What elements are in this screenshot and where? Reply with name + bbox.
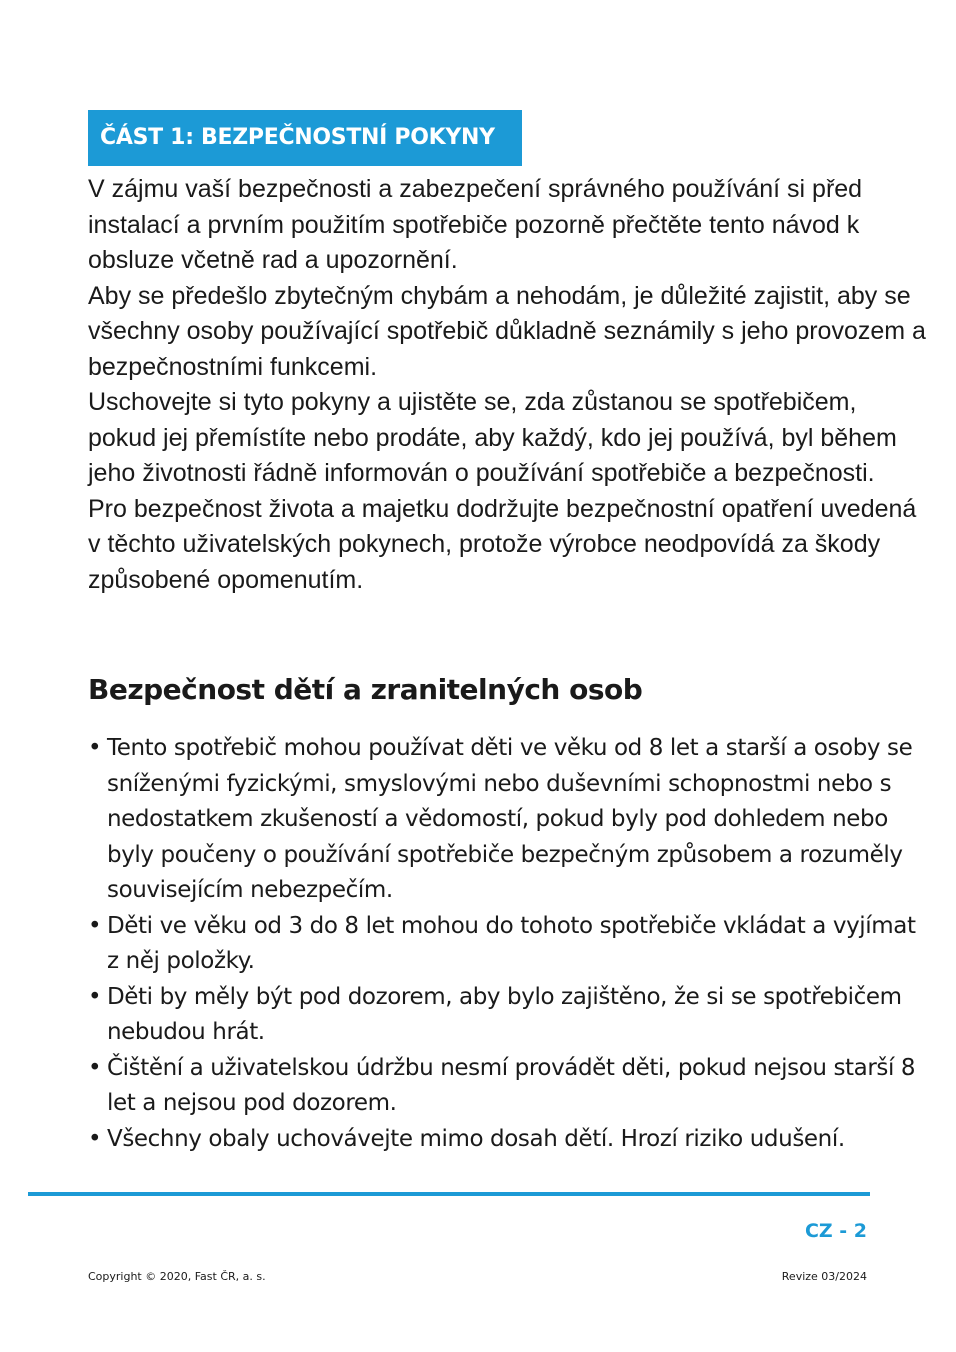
- intro-paragraph: Pro bezpečnost života a majetku dodržujte bezpečnostní opatření uvedená v těchto uživatelských pokynech, protože výrobce neodpovídá za škody způsobené opomenutím.: [88, 494, 917, 594]
- list-item: [88, 909, 918, 980]
- intro-paragraph: V zájmu vaší bezpečnosti a zabezpečení správného používání si před instalací a prvním použitím spotřebiče pozorně přečtěte tento návod k obsluze včetně rad a upozornění.: [88, 175, 863, 274]
- list-item: [88, 1122, 918, 1158]
- section-title: ČÁST 1: BEZPEČNOSTNÍ POKYNY: [100, 125, 495, 150]
- list-item-text: Tento spotřebič mohou používat děti ve věku od 8 let a starší a osoby se sníženými fyzickými, smyslovými nebo duševními schopnostmi nebo s nedostatkem zkušeností a vědomostí, pokud byly pod dohledem nebo byly poučeny o používání spotřebiče bezpečným způsobem a rozuměly souvisejícím nebezpečím.: [107, 735, 913, 903]
- children-safety-list: [88, 731, 918, 1157]
- intro-text: [88, 172, 928, 598]
- bullet-icon: •: [88, 735, 102, 761]
- page-number: CZ - 2: [804, 1220, 867, 1242]
- section-title-banner: [88, 110, 522, 166]
- list-item-text: Čištění a uživatelskou údržbu nesmí provádět děti, pokud nejsou starší 8 let a nejsou pod dozorem.: [107, 1054, 916, 1116]
- list-item: [88, 731, 918, 909]
- list-item-text: Děti by měly být pod dozorem, aby bylo zajištěno, že si se spotřebičem nebudou hrát.: [107, 983, 902, 1045]
- list-item-text: Děti ve věku od 3 do 8 let mohou do tohoto spotřebiče vkládat a vyjímat z něj položky.: [107, 912, 916, 974]
- copyright-notice: Copyright © 2020, Fast ČR, a. s.: [88, 1270, 266, 1283]
- list-item-text: Všechny obaly uchovávejte mimo dosah dětí. Hrozí riziko udušení.: [107, 1125, 845, 1152]
- bullet-icon: •: [88, 983, 102, 1010]
- children-safety-heading: Bezpečnost dětí a zranitelných osob: [88, 673, 643, 706]
- revision-label: Revize 03/2024: [781, 1270, 867, 1283]
- intro-paragraph: Uschovejte si tyto pokyny a ujistěte se, zda zůstanou se spotřebičem, pokud jej přemístíte nebo prodáte, aby každý, kdo jej používá, byl během jeho životnosti řádně informován o používání spotřebiče a bezpečnosti.: [88, 388, 897, 487]
- list-item: [88, 1051, 918, 1122]
- bullet-icon: •: [88, 912, 102, 939]
- intro-paragraph: Aby se předešlo zbytečným chybám a nehodám, je důležité zajistit, aby se všechny osoby používající spotřebič důkladně seznámily s jeho provozem a bezpečnostními funkcemi.: [88, 281, 926, 381]
- bullet-icon: •: [88, 1125, 102, 1152]
- bullet-icon: •: [88, 1054, 102, 1081]
- list-item: [88, 980, 918, 1051]
- footer-divider: [28, 1192, 870, 1196]
